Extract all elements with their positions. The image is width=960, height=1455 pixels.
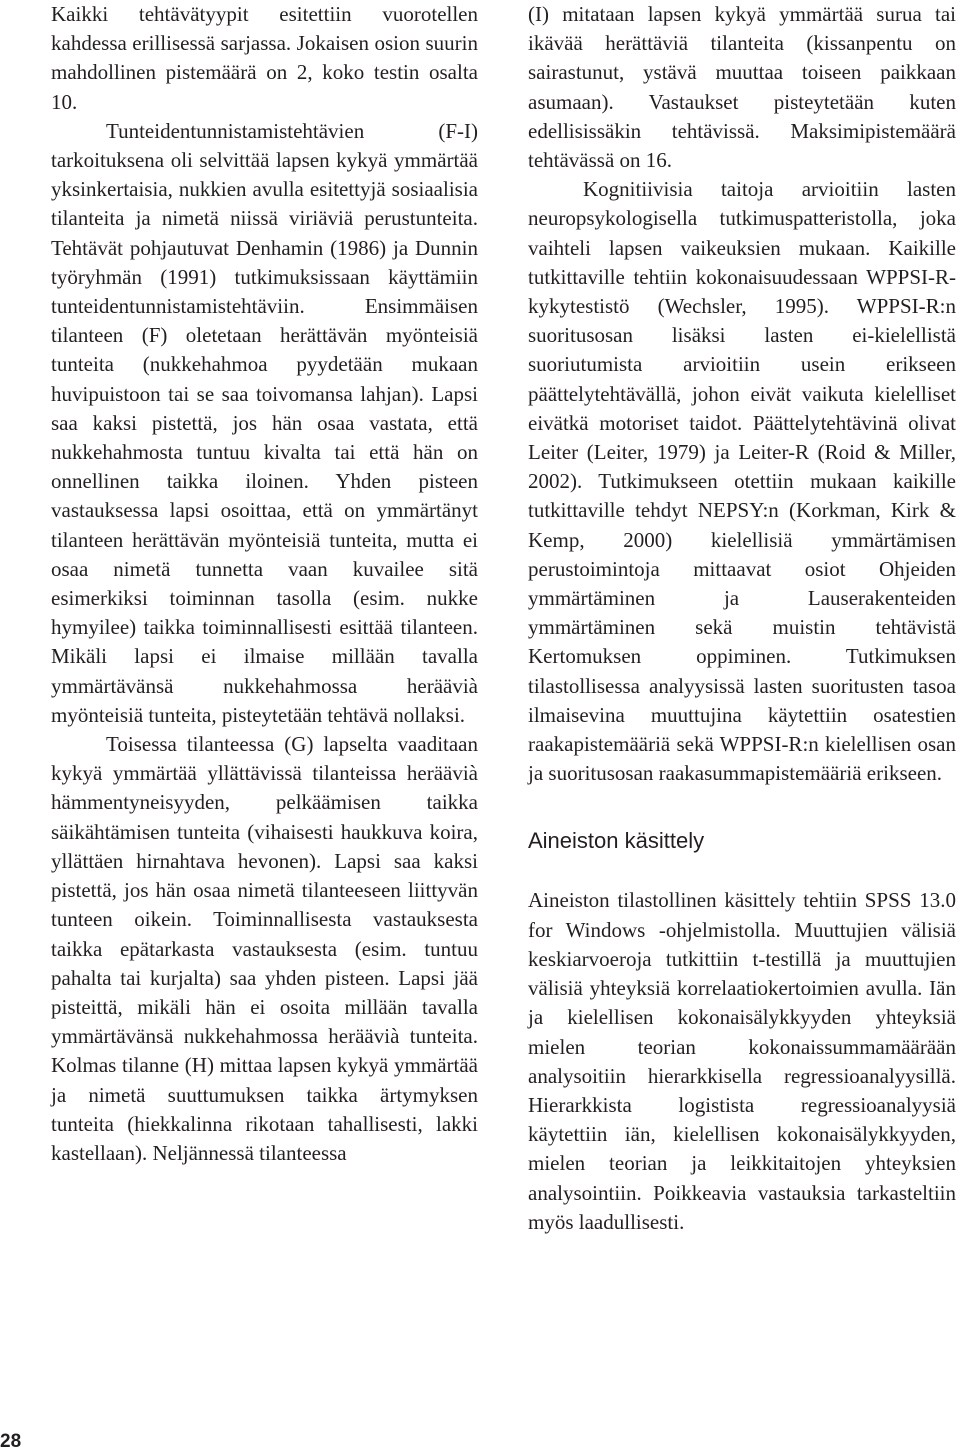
section-heading: Aineiston käsittely — [528, 828, 705, 854]
right-column — [528, 0, 956, 1237]
left-column — [51, 0, 478, 1168]
page-number: 28 — [0, 1431, 22, 1452]
paragraph-fourth-situation: (I) mitataan lapsen kykyä ymmärtää surua tai ikävää herättäviä tilanteita (kissanpentu on sairastunut, ystävä muuttaa toiseen paikkaan asumaan). Vastaukset pisteytetään kuten edellisissäkin tehtävissä. Maksimipistemäärä tehtävässä on 16. — [528, 2, 956, 173]
paragraph-task-types: Kaikki tehtävätyypit esitettiin vuorotellen kahdessa erillisessä sarjassa. Jokaisen osion suurin mahdollinen pistemäärä on 2, koko testin osalta 10. — [51, 2, 478, 114]
paragraph-second-situation: Toisessa tilanteessa (G) lapselta vaaditaan kykyä ymmärtää yllättävissä tilanteissa heräävià hämmentyneisyyden, pelkäämisen taikka säikähtämisen tunteita (vihaisesti haukkuva koira, yllättäen hirnahtava hevonen). Lapsi saa kaksi pistettä, jos hän osaa nimetä tilanteeseen liittyvän tunteen oikein. Toiminnallisesta vastauksesta taikka epätarkasta vastauksesta (esim. tuntuu pahalta tai kurjalta) saa yhden pisteen. Lapsi jää pisteittä, mikäli hän ei osoita millään tavalla ymmärtävänsä nukkehahmossa heräävià tunteita. Kolmas tilanne (H) mittaa lapsen kykyä ymmärtää ja nimetä suuttumuksen taikka ärtymyksen tunteita (hiekkalinna rikotaan tahallisesti, lakki kastellaan). Neljännessä tilanteessa — [51, 732, 478, 1165]
paragraph-statistical-analysis: Aineiston tilastollinen käsittely tehtiin SPSS 13.0 for Windows -ohjelmistolla. Muuttujien välisiä keskiarvoeroja tutkittiin t-testillä ja muuttujien välisiä yhteyksiä korrelaatiokertoimien avulla. Iän ja kielellisen kokonaisälykkyyden yhteyksiä mielen teorian kokonaissummamäärään analysoitiin hierarkkisella regressioanalyysillä. Hierarkkista logistista regressioanalyysiä käytettiin iän, kielellisen kokonaisälykkyyden, mielen teorian ja leikkitaitojen yhteyksien analysointiin. Poikkeavia vastauksia tarkasteltiin myös laadullisesti. — [528, 888, 956, 1234]
paragraph-cognitive-skills: Kognitiivisia taitoja arvioitiin lasten neuropsykologisella tutkimuspatteristolla, joka vaihteli lapsen vaikeuksien mukaan. Kaikille tutkittaville tehtiin kokonaisuudessaan WPPSI-R-kykytestistö (Wechsler, 1995). WPPSI-R:n suoritusosan lisäksi lasten ei-kielellistä suoriutumista arvioitiin usein erikseen päättelytehtävällä, johon eivät vaikuta kielelliset eivätkä motoriset taidot. Päättelytehtävinä olivat Leiter (Leiter, 1979) ja Leiter-R (Roid & Miller, 2002). Tutkimukseen otettiin mukaan kaikille tutkittaville tehdyt NEPSY:n (Korkman, Kirk & Kemp, 2000) kielellisiä ymmärtämisen perustoimintoja mittaavat osiot Ohjeiden ymmärtäminen ja Lauserakenteiden ymmärtäminen sekä muistin tehtävistä Kertomuksen oppiminen. Tutkimuksen tilastollisessa analyysissä lasten suoritusten tasoa ilmaisevina muuttujina käytettiin osatestien raakapistemääriä sekä WPPSI-R:n kielellisen osan ja suoritusosan raakasummapistemääriä erikseen. — [528, 177, 956, 786]
paragraph-emotion-recognition: Tunteidentunnistamistehtävien (F-I) tarkoituksena oli selvittää lapsen kykyä ymmärtää yksinkertaisia, nukkien avulla esitettyjä sosiaalisia tilanteita ja nimetä niissä viriäviä perustunteita. Tehtävät pohjautuvat Denhamin (1986) ja Dunnin työryhmän (1991) tutkimuksissaan käyttämiin tunteidentunnistamistehtäviin. Ensimmäisen tilanteen (F) oletetaan herättävän myönteisiä tunteita (nukkehahmoa pyydetään mukaan huvipuistoon tai se saa toivomansa lahjan). Lapsi saa kaksi pistettä, jos hän osaa vastata, että nukkehahmosta tuntuu kivalta tai että hän on onnellinen taikka iloinen. Yhden pisteen vastauksessa lapsi osoittaa, että on ymmärtänyt tilanteen herättävän myönteisiä tunteita, mutta ei osaa nimetä tunnetta vaan kuvailee sitä esimerkiksi toiminnan tasolla (esim. nukke hymyilee) taikka toiminnallisesti esittää tilanteen. Mikäli lapsi ei ilmaise millään tavalla ymmärtävänsä nukkehahmossa heräävià myönteisiä tunteita, pisteytetään tehtävä nollaksi. — [51, 118, 478, 727]
